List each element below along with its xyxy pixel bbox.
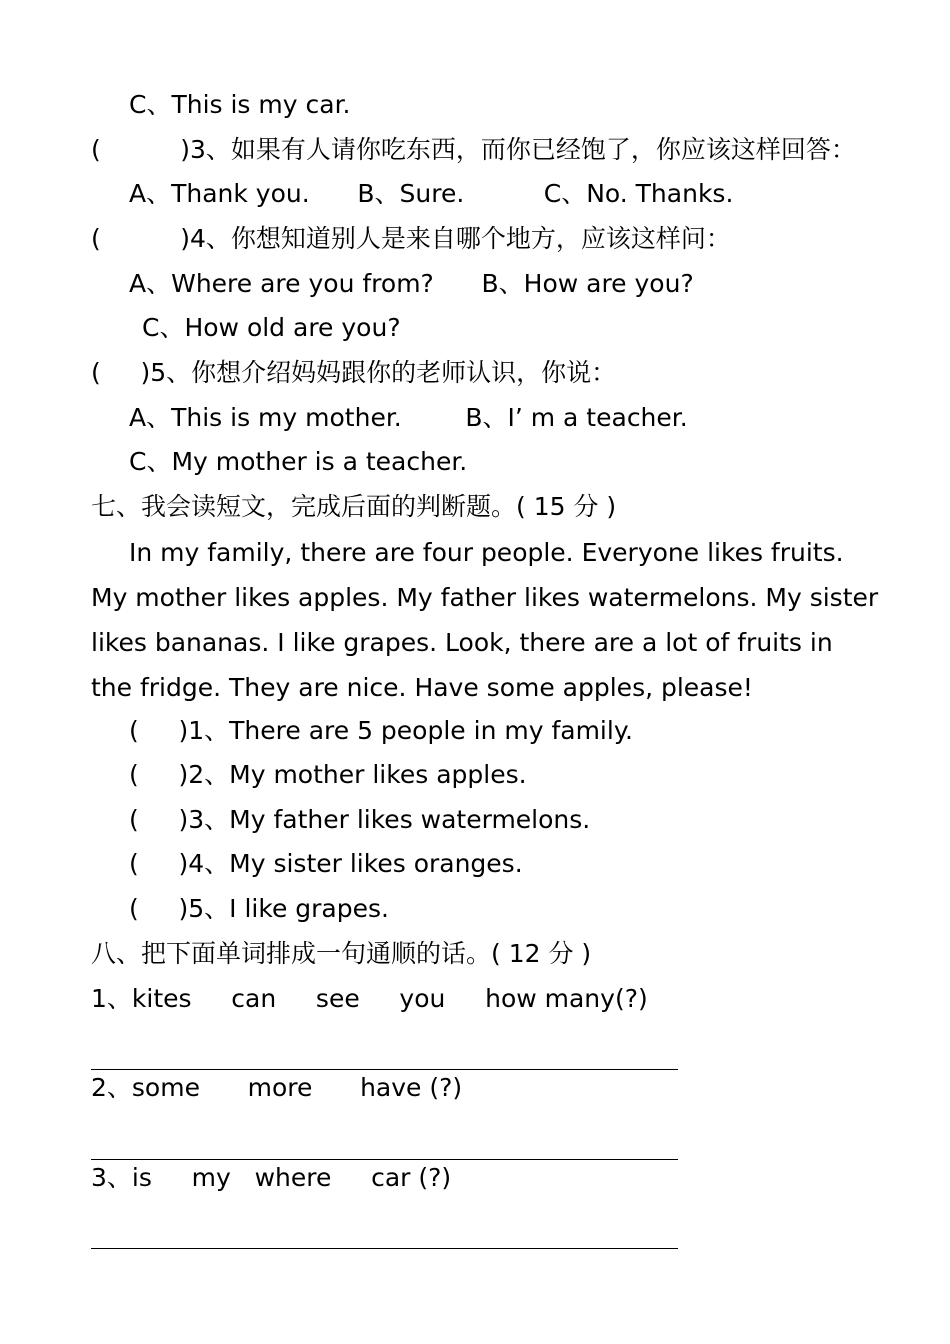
answer-line-2[interactable]: [91, 1159, 678, 1160]
q2-option-c: C、This is my car.: [129, 90, 351, 119]
q5-options-ab: A、This is my mother. B、I’ m a teacher.: [129, 403, 688, 432]
statement-5: ( )5、I like grapes.: [129, 894, 389, 923]
word-order-item-3: 3、is my where car (?): [91, 1163, 452, 1192]
word-order-item-1: 1、kites can see you how many(?): [91, 984, 648, 1013]
statement-1: ( )1、There are 5 people in my family.: [129, 716, 633, 745]
answer-line-3[interactable]: [91, 1248, 678, 1249]
q4-options-ab: A、Where are you from? B、How are you?: [129, 269, 694, 298]
q5-option-c: C、My mother is a teacher.: [129, 447, 468, 476]
statement-4: ( )4、My sister likes oranges.: [129, 849, 523, 878]
section8-heading: 八、把下面单词排成一句通顺的话。( 12 分 ): [91, 939, 592, 968]
statement-3: ( )3、My father likes watermelons.: [129, 805, 591, 834]
q3-options: A、Thank you. B、Sure. C、No. Thanks.: [129, 179, 734, 208]
q4-option-c: C、How old are you?: [142, 313, 401, 342]
word-order-item-2: 2、some more have (?): [91, 1073, 463, 1102]
q4-question: ( )4、你想知道别人是来自哪个地方，应该这样问：: [91, 224, 731, 253]
answer-line-1[interactable]: [91, 1069, 678, 1070]
q5-question: ( )5、你想介绍妈妈跟你的老师认识，你说：: [91, 358, 617, 387]
q3-question: ( )3、如果有人请你吃东西，而你已经饱了，你应该这样回答：: [91, 135, 856, 164]
section7-heading: 七、我会读短文，完成后面的判断题。( 15 分 ): [91, 492, 617, 521]
reading-passage: In my family, there are four people. Everyone likes fruits. My mother likes apples. My father likes watermelons. My sister likes bananas. I like grapes. Look, there are a lot of fruits in the fridge. They are nice. Have some apples, please!: [91, 538, 879, 702]
statement-2: ( )2、My mother likes apples.: [129, 760, 527, 789]
